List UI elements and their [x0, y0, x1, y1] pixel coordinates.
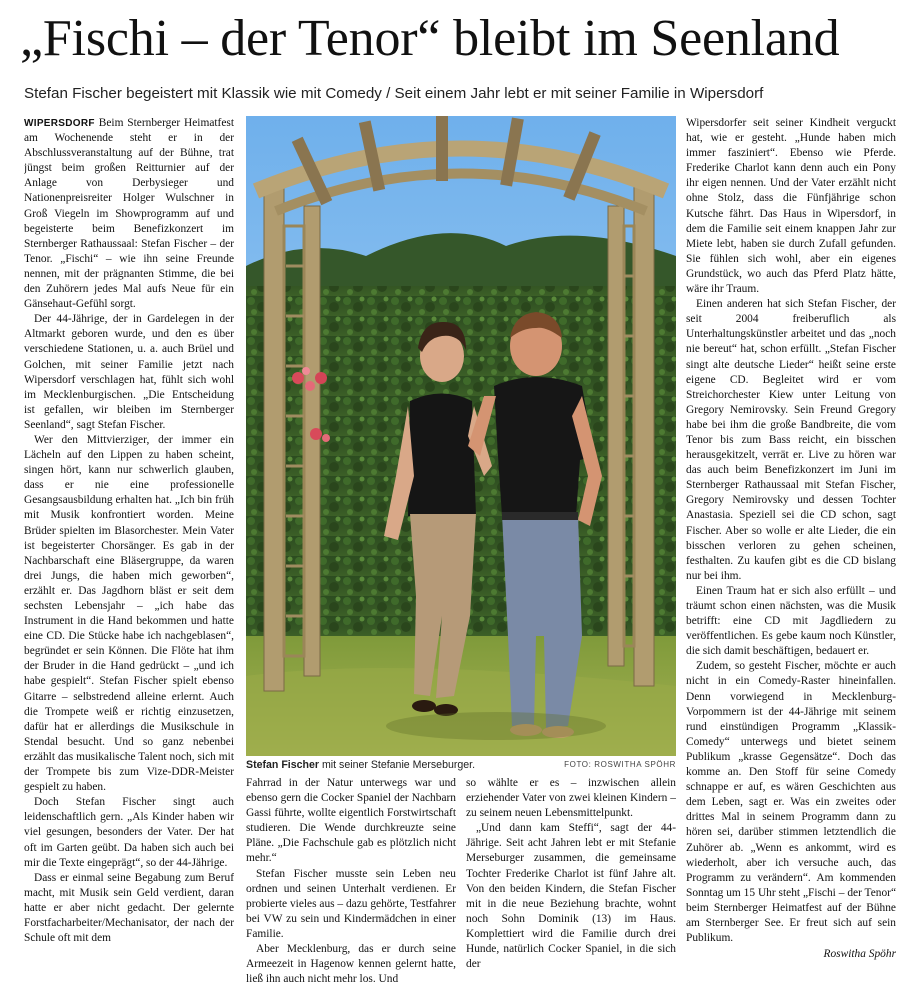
paragraph: Wer den Mittvierziger, der immer ein Lächeln auf den Lippen zu haben scheint, singen hört, kann nur schwerlich glauben, dass er nie eine professionelle Gesangsausbildung erhalten hat. „Ich bin früh mit Musik konfrontiert worden. Meine Brüder spielten im Blasorchester. Mein Vater ist begeisterter Chorsänger. Es gab in der Nachbarschaft eine Bläsergruppe, da waren drei Jungs, die haben mich geworben“, erzählt er. Das Jagdhorn bläst er seit dem sechsten Lebensjahr – „ich habe das Instrument in die Hand bekommen und hatte eine CD. Die Stücke habe ich nachgeblasen“, begründet er sein Können. Die Flöte hat ihm der Bruder in die Hand gedrückt – „und ich habe gespielt“. Stefan Fischer spielt ebenso Gitarre – selbstredend alleine erlernt. Auch die Trompete weiß er richtig einzusetzen, dafür hat er allerdings die Musikschule in Stendal besucht. Und so ganz nebenbei erzählt das musikalische Talent noch, sich mit der Trompete bis zum Vize-DDR-Meister gespielt zu haben. [24, 433, 234, 794]
paragraph: so wählte er es – inzwischen allein erziehender Vater von zwei kleinen Kindern – zu seinem neuen Lebensmittelpunkt. [466, 777, 676, 820]
paragraph: Zudem, so gesteht Fischer, möchte er auch nicht in ein Comedy-Raster hineinfallen. Denn vorwiegend in Mecklenburg-Vorpommern ist der 44-Jährige mit seinem rund einstündigen Programm „Klassik-Comedy“ unterwegs und bietet seinem Publikum „krasse Gegensätze“. Doch das komme an. Den Stoff für seine Comedy schnappe er auf, es wären Geschichten aus dem Leben, sagt er. Was ein zweites oder drittes Mal in seinem Programm dann zu hören sei, darüber stimmen letztendlich die Zuhörer ab. „Wenn es ankommt, wird es wiederholt, aber ich versuche auch, das Programm zu verändern“. Am kommenden Sonntag um 15 Uhr steht „Fischi – der Tenor“ beim Sternberger Heimatfest auf der Bühne am Sternberger See. Er freut sich auf sein Publikum. [686, 660, 896, 945]
article-column-2 [246, 776, 456, 998]
paragraph: Dass er einmal seine Begabung zum Beruf macht, mit Musik sein Geld verdient, daran hatte er aber nicht gedacht. Der gelernte Forstfacharbeiter/Mechanisator, der nach der Schule oft mit dem [24, 871, 234, 945]
paragraph: Stefan Fischer musste sein Leben neu ordnen und seinen Unterhalt verdienen. Er probierte vieles aus – dazu gehörte, Testfahrer bei VW zu sein und Kindermädchen in einer Familie. [246, 867, 456, 940]
photo-couple-under-pergola [246, 116, 676, 756]
paragraph: Der 44-Jährige, der in Gardelegen in der Altmarkt geboren wurde, und den es über verschiedene Stationen, u. a. auch Brüel und Golchen, mit seiner Familie jetzt nach Wipersdorf verschlagen hat, fühlt sich wohl im Mecklenburgischen. „Die Entscheidung ist gefallen, wir bleiben im Sternberger Seenland“, sagt Stefan Fischer. [24, 313, 234, 431]
headline: „Fischi – der Tenor“ bleibt im Seenland [20, 10, 840, 67]
article-photo [246, 116, 676, 756]
photo-caption [246, 757, 676, 773]
paragraph: Fahrrad in der Natur unterwegs war und ebenso gern die Cocker Spaniel der Nachbarn Gassi führte, wollte eigentlich Forstwirtschaft studieren. Die Wende durchkreuzte seine Pläne. „Die Fachschule gab es plötzlich nicht mehr.“ [246, 777, 456, 865]
paragraph: Doch Stefan Fischer singt auch leidenschaftlich gern. „Als Kinder haben wir viel gesungen, besonders der Vater. Der hat oft im Garten geübt. Da haben sich auch bei mir die Texte eingeprägt“, so der 44-Jährige. [24, 796, 234, 869]
caption-text: mit seiner Stefanie Merseburger. [319, 759, 476, 771]
paragraph: Einen anderen hat sich Stefan Fischer, der seit 2004 freiberuflich als Unterhaltungskünstler arbeitet und das „noch nie bereut“ hat, schon erfüllt. „Stefan Fischer singt alte deutsche Lieder“ heißt seine erste eigene CD. Begleitet wird er vom Streichorchester Kiew unter Leitung von Gregory Nemirovsky. Sein Freund Gregory habe bei ihm die große Bandbreite, die vom Tenor bis zum Bass reicht, ein bisschen herausgekitzelt, verrät er. Live zu hören war das auch beim Benefizkonzert im Juni im Sternberger Rathaussaal mit Stefan Fischer, Gregory Nemirovsky und dessen Tochter Anastasia. Speziell sei die CD schon, sagt Fischer. Aber so wolle er alte Lieder, die ein bisschen verloren zu gehen scheinen, festhalten. Zu kaufen gibt es die CD bislang nur bei ihm. [686, 298, 896, 582]
dateline: WIPERSDORF [24, 118, 95, 129]
caption-name: Stefan Fischer [246, 759, 320, 771]
paragraph: Einen Traum hat er sich also erfüllt – und träumt schon einen nächsten, was die Musik betrifft: eine CD mit Jagdliedern zu veröffentlichen. Es gebe kaum noch Künstler, die sich damit beschäftigen, bedauert er. [686, 584, 896, 658]
author-byline: Roswitha Spöhr [823, 948, 896, 961]
article-column-4 [686, 116, 896, 998]
subheadline: Stefan Fischer begeistert mit Klassik wie mit Comedy / Seit einem Jahr lebt er mit seiner Familie in Wipersdorf [24, 85, 764, 102]
article-column-1 [24, 116, 234, 996]
paragraph: Wipersdorfer seit seiner Kindheit verguckt hat, wie er gesteht. „Hunde haben mich immer fasziniert“. Ebenso wie Pferde. Frederike Charlot kann denn auch ein Pony ihr eigen nennen. Und der Vater erzählt nicht ohne Stolz, dass die Fünfjährige schon Kutsche fährt. Das Haus in Wipersdorf, in dem die Familie seit einem knappen Jahr zur Miete lebt, haben sie durch Zufall gefunden. Sie fühlen sich wohl, aber ein eigenes Grundstück, wo auch das Pferd Platz hätte, wäre ihr Traum. [686, 117, 896, 296]
paragraph: WIPERSDORF Beim Sternberger Heimatfest am Wochenende steht er in der Abschlussveranstaltung auf der Bühne, trat jüngst beim großen Reitturnier auf der Anlage von Derbysieger und Nationenpreisreiter Holger Wulschner in Groß Viegeln im Showprogramm auf und begeisterte beim Benefizkonzert im Sternberger Rathaussaal: Stefan Fischer – der Tenor. „Fischi“ – wie ihn seine Freunde nennen, mit der prägnanten Stimme, die bei den Zuhörern jedes Mal aufs Neue für ein Gänsehaut-Gefühl sorgt. [24, 117, 234, 311]
article-column-3 [466, 776, 676, 998]
paragraph: Aber Mecklenburg, das er durch seine Armeezeit in Hagenow kennen gelernt hatte, ließ ihn auch nicht mehr los. Und [246, 943, 456, 986]
photo-credit: FOTO: ROSWITHA SPÖHR [564, 760, 676, 769]
paragraph: „Und dann kam Steffi“, sagt der 44-Jährige. Seit acht Jahren lebt er mit Stefanie Merseburger zusammen, die gemeinsame Tochter Frederike Charlot ist fünf Jahre alt. Von den beiden Kindern, die Stefan Fischer mit in die neue Beziehung brachte, wohnt noch Sohn Dominik (13) im Haus. Komplettiert wird die Familie durch drei Hunde, natürlich Cocker Spaniel, in die sich der [466, 822, 676, 971]
